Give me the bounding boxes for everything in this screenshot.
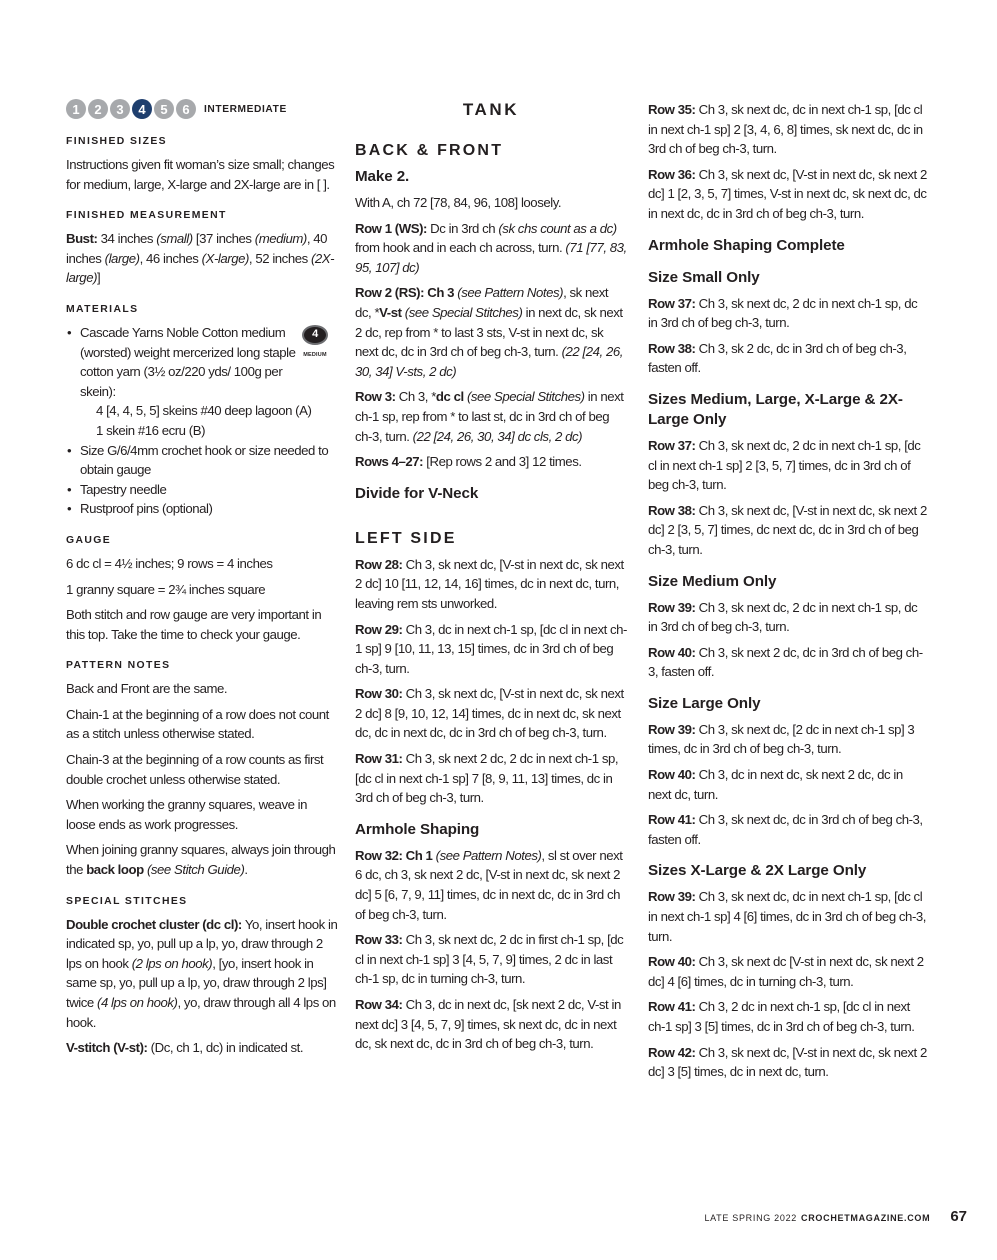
text-run: from hook and in each ch across, turn. bbox=[355, 240, 566, 256]
section-gap bbox=[355, 510, 627, 530]
materials-item-yarn bbox=[66, 323, 338, 401]
text-run: (Dc, ch 1, dc) in indicated st. bbox=[147, 1040, 304, 1056]
left-side-heading: LEFT SIDE bbox=[355, 529, 457, 547]
sizes-xl-2xl-heading: Sizes X-Large & 2X Large Only bbox=[648, 862, 867, 880]
text-run: Ch 3, sk next dc, [V-st in next dc, sk next 2 dc] 2 [3, 5, 7] times, dc next dc, dc in 3rd ch of beg ch-3, turn. bbox=[648, 502, 927, 557]
text-run: (see Stitch Guide) bbox=[146, 862, 245, 878]
page-number: 67 bbox=[950, 1208, 967, 1225]
gauge-line-3: Both stitch and row gauge are very important in this top. Take the time to check your gauge. bbox=[66, 607, 322, 642]
text-run: (see Pattern Notes) bbox=[457, 285, 564, 301]
text-run: Ch 3, dc in next dc, sk next 2 dc, dc in next dc, turn. bbox=[648, 767, 903, 802]
row-label: Row 42: bbox=[648, 1044, 696, 1060]
row-label: Row 37: bbox=[648, 295, 696, 311]
row-label: Row 39: bbox=[648, 889, 696, 905]
row-label: Row 3: bbox=[355, 389, 396, 405]
row-label: Row 34: bbox=[355, 997, 403, 1012]
armhole-shaping-heading: Armhole Shaping bbox=[355, 820, 480, 838]
skill-level-label: INTERMEDIATE bbox=[204, 103, 287, 115]
text-run: Ch 3, * bbox=[395, 389, 436, 405]
text-run: Ch 3, sk next dc, 2 dc in first ch-1 sp, [dc cl in next ch-1 sp] 3 [4, 5, 7, 9] times, 2 dc in last ch-1 sp, dc in turning ch-3, turn. bbox=[355, 932, 624, 987]
text-run: [37 inches bbox=[192, 231, 255, 247]
row-label: Row 40: bbox=[648, 767, 696, 783]
yarn-weight-icon bbox=[300, 325, 330, 357]
row-28 bbox=[355, 555, 627, 614]
left-column bbox=[66, 98, 338, 1064]
text-run: (X-large) bbox=[201, 250, 249, 266]
text-run: V-st bbox=[379, 304, 402, 320]
text-run: (see Special Stitches) bbox=[466, 389, 585, 405]
pattern-note-5 bbox=[66, 840, 338, 879]
text-run: Ch 3, sk 2 dc, dc in 3rd ch of beg ch-3, fasten off. bbox=[648, 340, 907, 376]
row-label: Row 29: bbox=[355, 621, 403, 637]
pattern-note-2: Chain-1 at the beginning of a row does not count as a stitch unless otherwise stated. bbox=[66, 706, 329, 742]
text-run: Ch 3, sk next dc, [2 dc in next ch-1 sp] 3 times, dc in 3rd ch of beg ch-3, turn. bbox=[648, 721, 915, 757]
skill-level-1: 1 bbox=[66, 99, 86, 119]
text-run: (71 [77, 83, 95, 107] dc) bbox=[355, 240, 627, 275]
small-row-38 bbox=[648, 339, 928, 378]
skill-level-3: 3 bbox=[110, 99, 130, 119]
xl-row-40 bbox=[648, 952, 928, 991]
text-run: back loop bbox=[86, 862, 144, 878]
page-footer bbox=[704, 1208, 967, 1225]
medium-row-40 bbox=[648, 643, 928, 682]
make-count: Make 2. bbox=[355, 168, 410, 185]
text-run: Ch 3, 2 dc in next ch-1 sp, [dc cl in next ch-1 sp] 3 [5] times, dc in 3rd ch of beg ch-3, turn. bbox=[648, 999, 915, 1034]
text-run: [Rep rows 2 and 3] 12 times. bbox=[423, 454, 582, 470]
row-36 bbox=[648, 165, 928, 224]
size-small-heading: Size Small Only bbox=[648, 268, 760, 286]
text-run: , 40 inches bbox=[66, 231, 328, 266]
gauge-line-2: 1 granny square = 2¾ inches square bbox=[66, 581, 266, 597]
size-large-heading: Size Large Only bbox=[648, 694, 761, 712]
v-stitch-label: V-stitch (V-st): bbox=[66, 1040, 148, 1056]
back-front-heading: BACK & FRONT bbox=[355, 142, 504, 159]
row-label: Row 38: bbox=[648, 340, 696, 356]
row-29 bbox=[355, 620, 627, 679]
text-run: . bbox=[244, 862, 248, 878]
yarn-weight-label: MEDIUM bbox=[303, 351, 327, 358]
text-run: in next dc, sk next 2 dc, rep from * to last 3 sts, V-st in next dc, sk next dc, dc in 3rd ch of beg ch-3, turn. bbox=[355, 304, 623, 360]
row-label: Row 28: bbox=[355, 556, 403, 572]
row-label: Row 39: bbox=[648, 721, 696, 737]
text-run: Ch 3, sk next dc, dc in next ch-1 sp, [dc cl in next ch-1 sp] 2 [3, 4, 6, 8] times, sk next dc, dc in 3rd ch of beg ch-3, turn. bbox=[648, 102, 923, 157]
text-run: Yo, insert hook in indicated sp, yo, pull up a lp, yo, draw through 2 lps on hook bbox=[66, 916, 338, 971]
row-label: Row 30: bbox=[355, 686, 403, 702]
row-34 bbox=[355, 995, 627, 1054]
text-run: (medium) bbox=[254, 231, 307, 247]
text-run: , yo, draw through all 4 lps on hook. bbox=[66, 995, 336, 1030]
text-run: Ch 3, sk next dc, 2 dc in next ch-1 sp, dc in 3rd ch of beg ch-3, turn. bbox=[648, 295, 918, 331]
materials-sub-b: 1 skein #16 ecru (B) bbox=[96, 422, 206, 438]
website: CROCHETMAGAZINE.COM bbox=[801, 1213, 931, 1223]
skill-level-6: 6 bbox=[176, 99, 196, 119]
row-31 bbox=[355, 749, 627, 808]
text-run: Ch 3, sk next dc, [V-st in next dc, sk next 2 dc] 8 [9, 10, 12, 14] times, dc in next dc, sk next dc, dc in next dc, dc in 3rd ch of beg ch-3, turn. bbox=[355, 686, 624, 741]
text-run: , sk next dc, * bbox=[355, 285, 609, 320]
bust-measurement bbox=[66, 229, 338, 288]
text-run: Ch 3, sk next dc, dc in next ch-1 sp, [dc cl in next ch-1 sp] 4 [6] times, dc in 3rd ch of beg ch-3, turn. bbox=[648, 889, 926, 944]
issue-date: LATE SPRING 2022 bbox=[704, 1213, 798, 1223]
row-label: Row 36: bbox=[648, 166, 696, 182]
text-run: (2X-large) bbox=[66, 250, 335, 286]
row-33 bbox=[355, 930, 627, 989]
right-column bbox=[648, 100, 928, 1088]
materials-list bbox=[66, 323, 338, 401]
text-run: 34 inches bbox=[97, 231, 157, 247]
text-run: Ch 3, sk next dc, dc in 3rd ch of beg ch-3, fasten off. bbox=[648, 812, 923, 847]
text-run: When joining granny squares, always join through the bbox=[66, 842, 336, 878]
row-30 bbox=[355, 684, 627, 743]
large-row-40 bbox=[648, 765, 928, 804]
text-run: (see Special Stitches) bbox=[404, 304, 523, 320]
text-run: (small) bbox=[156, 231, 193, 247]
text-run: Ch 3, dc in next dc, [sk next 2 dc, V-st in next dc] 3 [4, 5, 7, 9] times, sk next dc, dc in next dc, sk next dc, dc in 3rd ch of beg ch-3, turn. bbox=[355, 997, 621, 1052]
materials-item-pins: • Rustproof pins (optional) bbox=[66, 499, 338, 519]
text-run: Dc in 3rd ch bbox=[426, 220, 499, 236]
row-label: Row 41: bbox=[648, 812, 696, 828]
mlx-row-37 bbox=[648, 436, 928, 495]
skill-level-4-active: 4 bbox=[132, 99, 152, 119]
pattern-note-3: Chain-3 at the beginning of a row counts as first double crochet unless otherwise stated. bbox=[66, 752, 324, 787]
text-run: in next ch-1 sp, rep from * to last st, dc in 3rd ch of beg ch-3, turn. bbox=[355, 389, 624, 444]
mlx-row-38 bbox=[648, 501, 928, 560]
armhole-complete-heading: Armhole Shaping Complete bbox=[648, 236, 845, 254]
row-label: Rows 4–27: bbox=[355, 454, 424, 470]
row-1 bbox=[355, 219, 627, 278]
text-run: dc cl bbox=[435, 389, 464, 405]
text-run: , 46 inches bbox=[139, 250, 202, 266]
finished-sizes-text: Instructions given fit woman’s size small; changes for medium, large, X-large and 2X-large are in [ ]. bbox=[66, 157, 335, 192]
text-run: , [yo, insert hook in same sp, yo, pull up a lp, yo, draw through 2 lps] twice bbox=[66, 955, 327, 1010]
xl-row-39 bbox=[648, 887, 928, 946]
gauge-line-1: 6 dc cl = 4½ inches; 9 rows = 4 inches bbox=[66, 555, 273, 571]
materials-list-2 bbox=[66, 441, 338, 519]
text-run: Ch 3, sk next dc, 2 dc in next ch-1 sp, [dc cl in next ch-1 sp] 2 [3, 5, 7] times, dc in 3rd ch of beg ch-3, turn. bbox=[648, 437, 921, 493]
pattern-title: TANK bbox=[462, 100, 520, 119]
row-label: Row 32: Ch 1 bbox=[355, 847, 433, 863]
divide-v-neck-heading: Divide for V-Neck bbox=[355, 484, 479, 502]
text-run: (22 [24, 26, 30, 34] dc cls, 2 dc) bbox=[412, 428, 583, 444]
dc-cluster-label: Double crochet cluster (dc cl): bbox=[66, 916, 242, 932]
sizes-m-l-xl-2xl-heading: Sizes Medium, Large, X-Large & 2X-Large Only bbox=[648, 390, 903, 428]
row-3 bbox=[355, 387, 627, 446]
row-label: Row 41: bbox=[648, 999, 696, 1015]
large-row-39 bbox=[648, 720, 928, 759]
special-stitches-heading: SPECIAL STITCHES bbox=[66, 895, 188, 907]
skill-level-5: 5 bbox=[154, 99, 174, 119]
small-row-37 bbox=[648, 294, 928, 333]
pattern-note-4: When working the granny squares, weave in loose ends as work progresses. bbox=[66, 797, 308, 832]
v-stitch-definition bbox=[66, 1038, 338, 1058]
medium-row-39 bbox=[648, 598, 928, 637]
text-run: Ch 3, sk next 2 dc, dc in 3rd ch of beg ch-3, fasten off. bbox=[648, 644, 923, 680]
row-label: Row 1 (WS): bbox=[355, 220, 427, 236]
finished-measurement-heading: FINISHED MEASUREMENT bbox=[66, 210, 227, 222]
yarn-weight-number: 4 bbox=[302, 325, 328, 345]
size-medium-heading: Size Medium Only bbox=[648, 572, 777, 590]
row-label: Row 40: bbox=[648, 954, 696, 970]
large-row-41 bbox=[648, 810, 928, 849]
row-label: Row 37: bbox=[648, 437, 696, 453]
row-label: Row 40: bbox=[648, 644, 696, 660]
text-run: Ch 3, sk next dc [V-st in next dc, sk next 2 dc] 4 [6] times, dc in turning ch-3, turn. bbox=[648, 954, 924, 989]
materials-item-needle: • Tapestry needle bbox=[66, 480, 338, 500]
rows-4-27 bbox=[355, 452, 627, 472]
finished-sizes-heading: FINISHED SIZES bbox=[66, 136, 168, 147]
dc-cluster-definition bbox=[66, 915, 338, 1033]
foundation-chain: With A, ch 72 [78, 84, 96, 108] loosely. bbox=[355, 195, 562, 210]
text-run: (2 lps on hook) bbox=[131, 955, 213, 971]
gauge-heading: GAUGE bbox=[66, 534, 112, 546]
materials-sub-a: 4 [4, 4, 5, 5] skeins #40 deep lagoon (A) bbox=[96, 403, 312, 419]
row-2 bbox=[355, 283, 627, 381]
materials-item-text: Cascade Yarns Noble Cotton medium (worsted) weight mercerized long staple cotton yarn (3½ oz/220 yds/ 100g per skein): bbox=[80, 324, 296, 399]
text-run: Ch 3, dc in next ch-1 sp, [dc cl in next ch-1 sp] 9 [10, 11, 13, 15] times, dc in 3rd ch of beg ch-3, turn. bbox=[355, 621, 627, 676]
pattern-notes-heading: PATTERN NOTES bbox=[66, 660, 171, 672]
text-run: Ch 3, sk next dc, [V-st in next dc, sk next 2 dc] 3 [5] times, dc in next dc, turn. bbox=[648, 1044, 927, 1080]
row-label: Row 35: bbox=[648, 102, 696, 117]
text-run: (sk chs count as a dc) bbox=[498, 220, 617, 236]
bust-label: Bust: bbox=[66, 231, 98, 247]
row-label: Row 2 (RS): Ch 3 bbox=[355, 285, 455, 301]
xl-row-42 bbox=[648, 1043, 928, 1082]
text-run: ] bbox=[97, 270, 101, 286]
text-run: , 52 inches bbox=[248, 250, 311, 266]
text-run: Ch 3, sk next dc, [V-st in next dc, sk next 2 dc] 10 [11, 12, 14, 16] times, dc in next dc, turn, leaving rem sts unworked. bbox=[355, 556, 624, 611]
row-label: Row 38: bbox=[648, 502, 696, 518]
xl-row-41 bbox=[648, 997, 928, 1036]
text-run: (see Pattern Notes) bbox=[435, 847, 542, 863]
skill-level-2: 2 bbox=[88, 99, 108, 119]
pattern-note-1: Back and Front are the same. bbox=[66, 681, 228, 697]
text-run: , sl st over next 6 dc, ch 3, sk next 2 dc, [V-st in next dc, sk next 2 dc] 5 [6, 7, 9, 11] times, dc in next dc, dc in 3rd ch of beg ch-3, turn. bbox=[355, 847, 623, 922]
row-35 bbox=[648, 100, 928, 159]
skill-level bbox=[66, 98, 338, 120]
row-label: Row 31: bbox=[355, 751, 403, 767]
text-run: Ch 3, sk next 2 dc, 2 dc in next ch-1 sp, [dc cl in next ch-1 sp] 7 [8, 9, 11, 13] times, dc in 3rd ch of beg ch-3, turn. bbox=[355, 751, 619, 806]
text-run: Ch 3, sk next dc, 2 dc in next ch-1 sp, dc in 3rd ch of beg ch-3, turn. bbox=[648, 599, 918, 635]
row-label: Row 33: bbox=[355, 932, 403, 948]
text-run: (4 lps on hook) bbox=[97, 995, 178, 1010]
text-run: (22 [24, 26, 30, 34] V-sts, 2 dc) bbox=[355, 344, 623, 379]
materials-heading: MATERIALS bbox=[66, 303, 139, 315]
row-label: Row 39: bbox=[648, 599, 696, 615]
text-run: (large) bbox=[104, 250, 140, 266]
text-run: Ch 3, sk next dc, [V-st in next dc, sk next 2 dc] 1 [2, 3, 5, 7] times, V-st in next dc, sk next dc, dc in next dc, dc in 3rd ch of beg ch-3, turn. bbox=[648, 166, 927, 221]
materials-item-hook: • Size G/6/4mm crochet hook or size needed to obtain gauge bbox=[66, 441, 338, 480]
middle-column bbox=[355, 98, 627, 1060]
row-32 bbox=[355, 846, 627, 924]
